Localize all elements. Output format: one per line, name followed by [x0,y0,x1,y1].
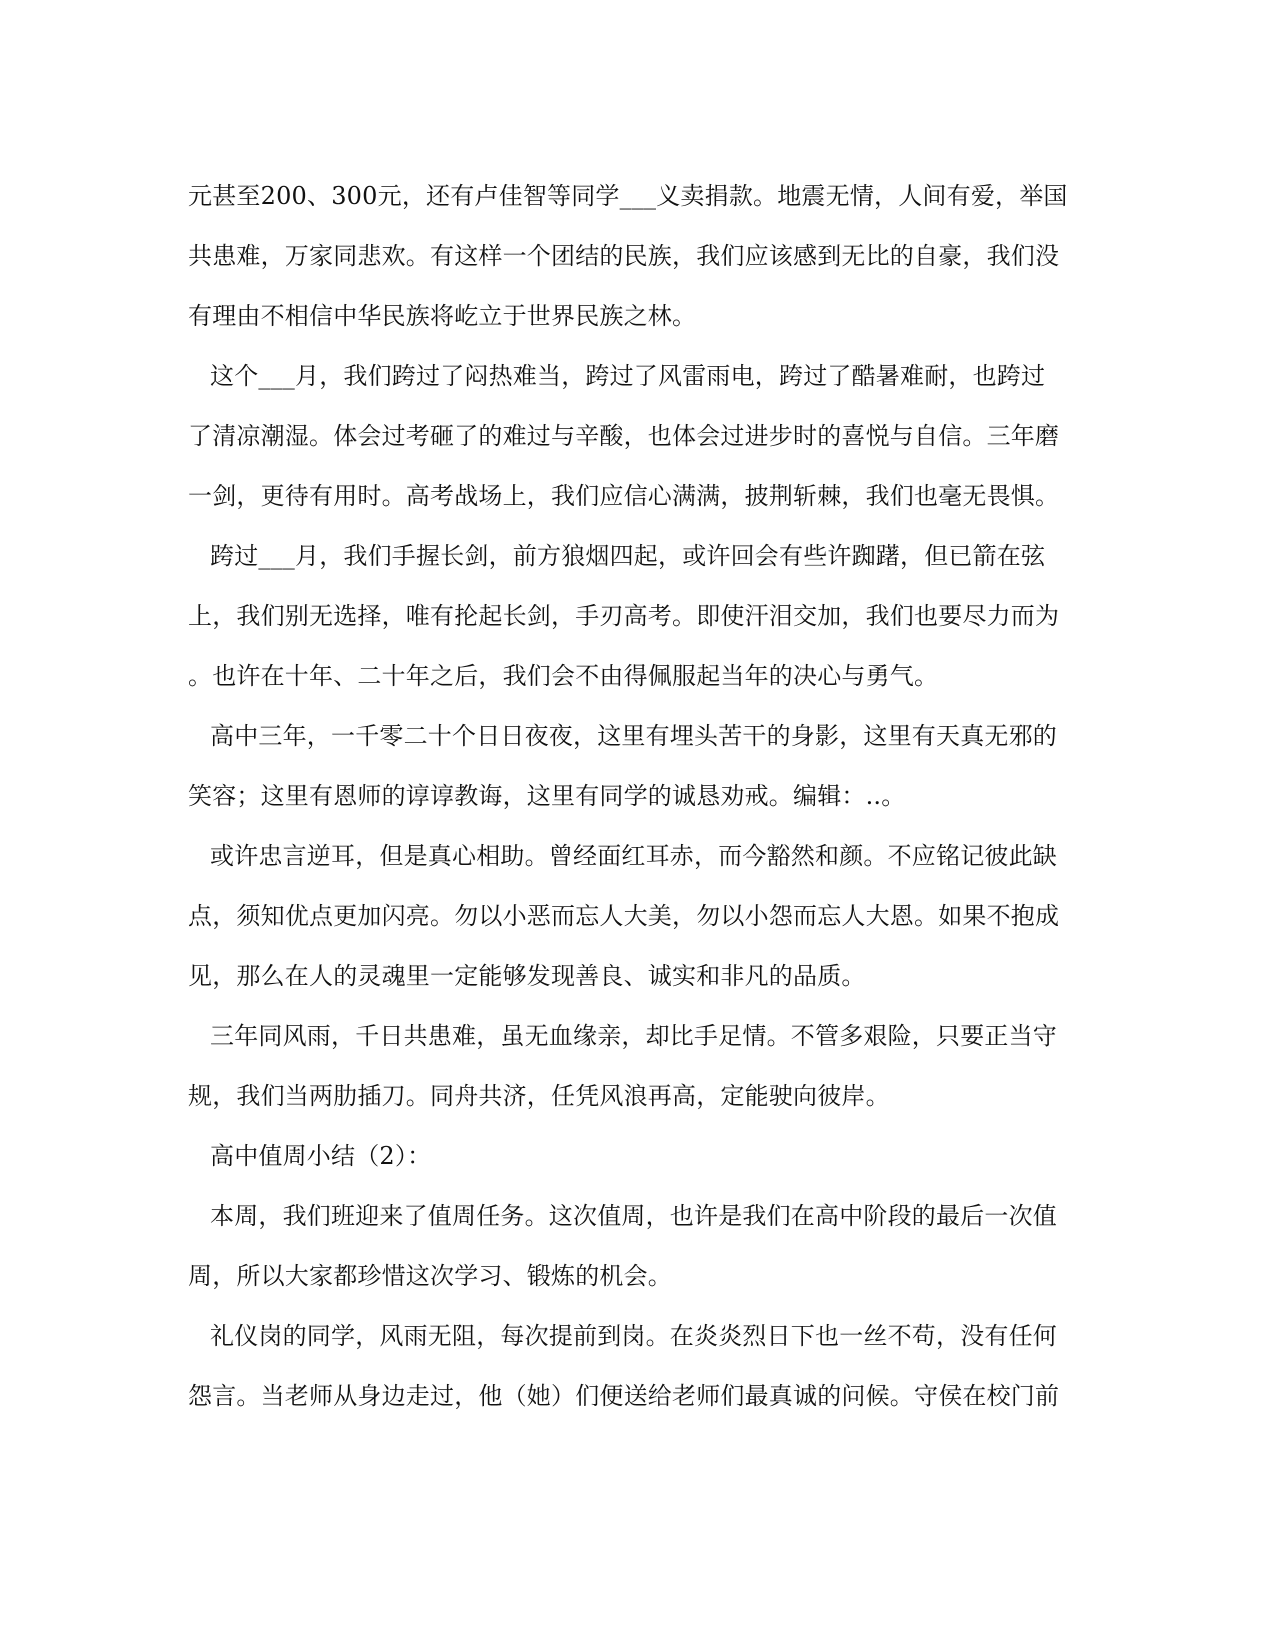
text-line: 周，所以大家都珍惜这次学习、锻炼的机会。 [188,1262,672,1290]
text-line: 怨言。当老师从身边走过，他（她）们便送给老师们最真诚的问候。守侯在校门前 [188,1382,1060,1410]
text-line: 有理由不相信中华民族将屹立于世界民族之林。 [188,302,697,330]
text-line: 点，须知优点更加闪亮。勿以小恶而忘人大美，勿以小怨而忘人大恩。如果不抱成 [188,902,1060,930]
paragraph-first-line: 本周，我们班迎来了值周任务。这次值周，也许是我们在高中阶段的最后一次值 [210,1202,1057,1230]
text-line: 。也许在十年、二十年之后，我们会不由得佩服起当年的决心与勇气。 [188,662,939,690]
paragraph-first-line: 或许忠言逆耳，但是真心相助。曾经面红耳赤，而今豁然和颜。不应铭记彼此缺 [210,842,1057,870]
text-line: 元甚至200、300元，还有卢佳智等同学___义卖捐款。地震无情，人间有爱，举国 [188,182,1068,210]
paragraph-first-line: 高中三年，一千零二十个日日夜夜，这里有埋头苦干的身影，这里有天真无邪的 [210,722,1057,750]
document-body [188,166,1088,1426]
text-line: 见，那么在人的灵魂里一定能够发现善良、诚实和非凡的品质。 [188,962,866,990]
paragraph-first-line: 这个___月，我们跨过了闷热难当，跨过了风雷雨电，跨过了酷暑难耐，也跨过 [210,362,1046,390]
text-line: 上，我们别无选择，唯有抡起长剑，手刃高考。即使汗泪交加，我们也要尽力而为 [188,602,1060,630]
text-line: 共患难，万家同悲欢。有这样一个团结的民族，我们应该感到无比的自豪，我们没 [188,242,1060,270]
paragraph-first-line: 跨过___月，我们手握长剑，前方狼烟四起，或许回会有些许踟躇，但已箭在弦 [210,542,1046,570]
text-line: 了清凉潮湿。体会过考砸了的难过与辛酸，也体会过进步时的喜悦与自信。三年磨 [188,422,1060,450]
text-line: 笑容；这里有恩师的谆谆教诲，这里有同学的诚恳劝戒。编辑：..。 [188,782,906,810]
section-heading: 高中值周小结（2）： [210,1142,432,1170]
text-line: 一剑，更待有用时。高考战场上，我们应信心满满，披荆斩棘，我们也毫无畏惧。 [188,482,1060,510]
paragraph-first-line: 三年同风雨，千日共患难，虽无血缘亲，却比手足情。不管多艰险，只要正当守 [210,1022,1057,1050]
paragraph-first-line: 礼仪岗的同学，风雨无阻，每次提前到岗。在炎炎烈日下也一丝不苟，没有任何 [210,1322,1057,1350]
text-line: 规，我们当两肋插刀。同舟共济，任凭风浪再高，定能驶向彼岸。 [188,1082,890,1110]
